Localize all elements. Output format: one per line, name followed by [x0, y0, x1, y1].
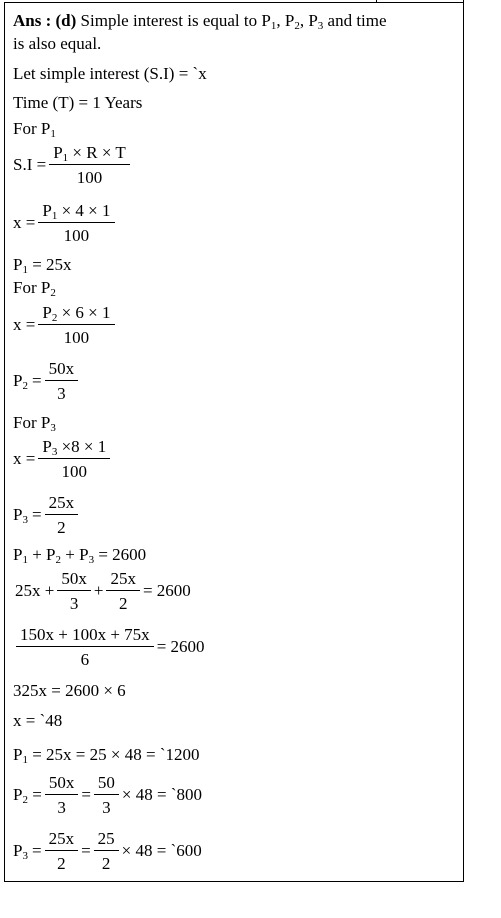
x-equation-p1: x = $\frac{P_1 \times 4 \times 1}{100}$	[13, 201, 118, 245]
step-multiply: 325x = 2600 × 6	[13, 681, 126, 700]
step-x-value: x = `48	[13, 711, 63, 730]
answer-line-1: Ans : (d) Simple interest is equal to $P_1$, $P_2$, $P_3$ and time	[13, 11, 387, 32]
sum-frac-2: $\frac{25x}{2}$	[106, 569, 140, 613]
si-formula: S.I = $\frac{P_1 \times R \times T}{100}$	[13, 143, 133, 187]
p3-final-frac-1: $\frac{25x}{2}$	[45, 829, 79, 873]
p2-equation: $P_2$ = $\frac{50x}{3}$	[13, 359, 81, 403]
x-equation-p2: x = $\frac{P_2 \times 6 \times 1}{100}$	[13, 303, 118, 347]
sum-frac-1: $\frac{50x}{3}$	[57, 569, 91, 613]
sum-equation: $P_1 + P_2 + P_3 = 2600$	[13, 545, 147, 566]
time-statement: Time (T) = 1 Years	[13, 93, 143, 112]
combined-fraction: $\frac{150x + 100x + 75x}{6}$	[16, 625, 154, 669]
p3-result-fraction: $\frac{25x}{2}$	[45, 493, 79, 537]
p1-fraction: $\frac{P_1 \times 4 \times 1}{100}$	[38, 201, 114, 245]
p3-final-frac-2: $\frac{25}{2}$	[94, 829, 119, 873]
si-fraction: $\frac{P_1 \times R \times T}{100}$	[49, 143, 130, 187]
p3-fraction: $\frac{P_3 \times 8 \times 1}{100}$	[38, 437, 110, 481]
answer-line-2: is also equal.	[13, 34, 102, 53]
solution-box	[4, 2, 464, 882]
p1-value: $P_1 = 25x$	[13, 255, 72, 276]
p1-final: $P_1 = 25x = 25 \times 48$ = `1200	[13, 745, 200, 766]
sum-fraction-equation: 25x + $\frac{50x}{3}$ + $\frac{25x}{2}$ = 2600	[15, 569, 191, 613]
answer-label: Ans : (d)	[13, 11, 77, 30]
let-statement: Let simple interest (S.I) = `x	[13, 64, 207, 83]
combined-fraction-equation: $\frac{150x + 100x + 75x}{6}$ = 2600	[13, 625, 205, 669]
p2-final: $P_2$ = $\frac{50x}{3}$ = $\frac{50}{3}$ × 48 = `800	[13, 773, 202, 817]
p3-final: $P_3$ = $\frac{25x}{2}$ = $\frac{25}{2}$ × 48 = `600	[13, 829, 202, 873]
p2-result-fraction: $\frac{50x}{3}$	[45, 359, 79, 403]
for-p3-heading: For $P_3$	[13, 413, 56, 434]
p2-final-frac-1: $\frac{50x}{3}$	[45, 773, 79, 817]
p2-final-frac-2: $\frac{50}{3}$	[94, 773, 119, 817]
p3-equation: $P_3$ = $\frac{25x}{2}$	[13, 493, 81, 537]
for-p2-heading: For $P_2$	[13, 278, 56, 299]
p2-fraction: $\frac{P_2 \times 6 \times 1}{100}$	[38, 303, 114, 347]
for-p1-heading: For $P_1$	[13, 119, 56, 140]
x-equation-p3: x = $\frac{P_3 \times 8 \times 1}{100}$	[13, 437, 113, 481]
